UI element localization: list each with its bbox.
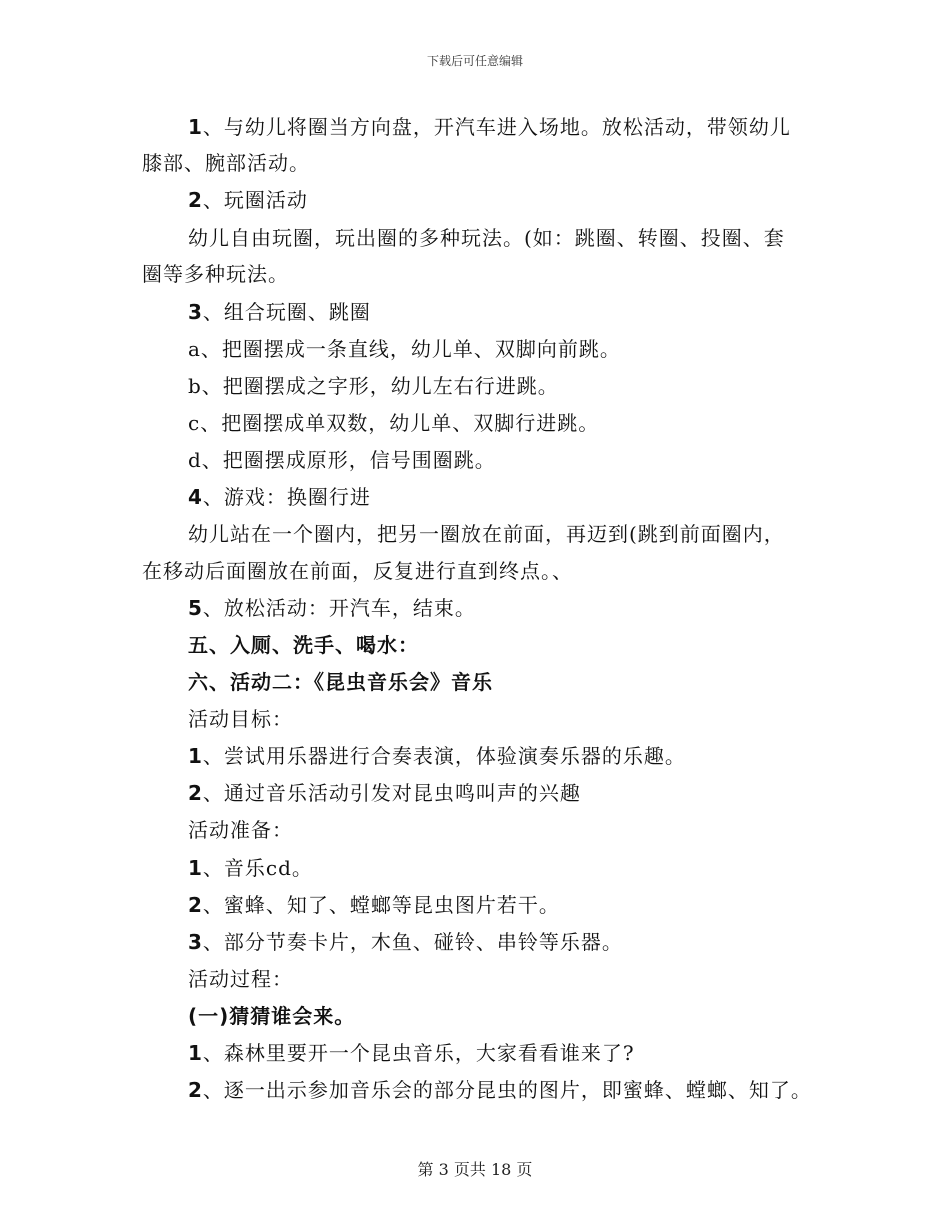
list-item: b、把圈摆成之字形，幼儿左右行进跳。 (188, 374, 559, 398)
section-heading: 五、入厕、洗手、喝水： (188, 633, 419, 657)
list-item: 5、放松活动：开汽车，结束。 (188, 596, 476, 620)
list-item: 2、通过音乐活动引发对昆虫鸣叫声的兴趣 (188, 781, 581, 805)
paragraph-line: 幼儿站在一个圈内，把另一圈放在前面，再迈到(跳到前面圈内， (188, 522, 785, 546)
paragraph-line: 圈等多种玩法。 (142, 262, 289, 286)
list-item: 2、逐一出示参加音乐会的部分昆虫的图片，即蜜蜂、螳螂、知了。 (188, 1078, 812, 1102)
paragraph-line: 在移动后面圈放在前面，反复进行直到终点。、 (142, 559, 573, 583)
subheading: 活动准备： (188, 818, 293, 842)
list-item: 1、森林里要开一个昆虫音乐，大家看看谁来了? (188, 1041, 635, 1065)
list-item: 3、组合玩圈、跳圈 (188, 300, 371, 324)
list-item: d、把圈摆成原形，信号围圈跳。 (188, 448, 496, 472)
list-item: a、把圈摆成一条直线，幼儿单、双脚向前跳。 (188, 337, 621, 361)
section-heading: (一)猜猜谁会来。 (188, 1004, 356, 1028)
list-item: 1、与幼儿将圈当方向盘，开汽车进入场地。放松活动，带领幼儿 (188, 115, 791, 139)
list-item: 3、部分节奏卡片，木鱼、碰铃、串铃等乐器。 (188, 930, 623, 954)
list-item: 1、尝试用乐器进行合奏表演，体验演奏乐器的乐趣。 (188, 744, 686, 768)
section-heading: 六、活动二：《昆虫音乐会》音乐 (188, 670, 493, 694)
subheading: 活动目标： (188, 707, 293, 731)
subheading: 活动过程： (188, 967, 293, 991)
page-header: 下载后可任意编辑 (426, 54, 523, 68)
list-item: 1、音乐cd。 (188, 856, 313, 880)
paragraph-line: 膝部、腕部活动。 (142, 151, 310, 175)
list-item: c、把圈摆成单双数，幼儿单、双脚行进跳。 (188, 411, 600, 435)
page-footer: 第 3 页共 18 页 (417, 1160, 533, 1179)
list-item: 4、游戏：换圈行进 (188, 485, 371, 509)
list-item: 2、玩圈活动 (188, 188, 308, 212)
list-item: 2、蜜蜂、知了、螳螂等昆虫图片若干。 (188, 893, 560, 917)
paragraph-line: 幼儿自由玩圈，玩出圈的多种玩法。(如：跳圈、转圈、投圈、套 (188, 226, 785, 250)
